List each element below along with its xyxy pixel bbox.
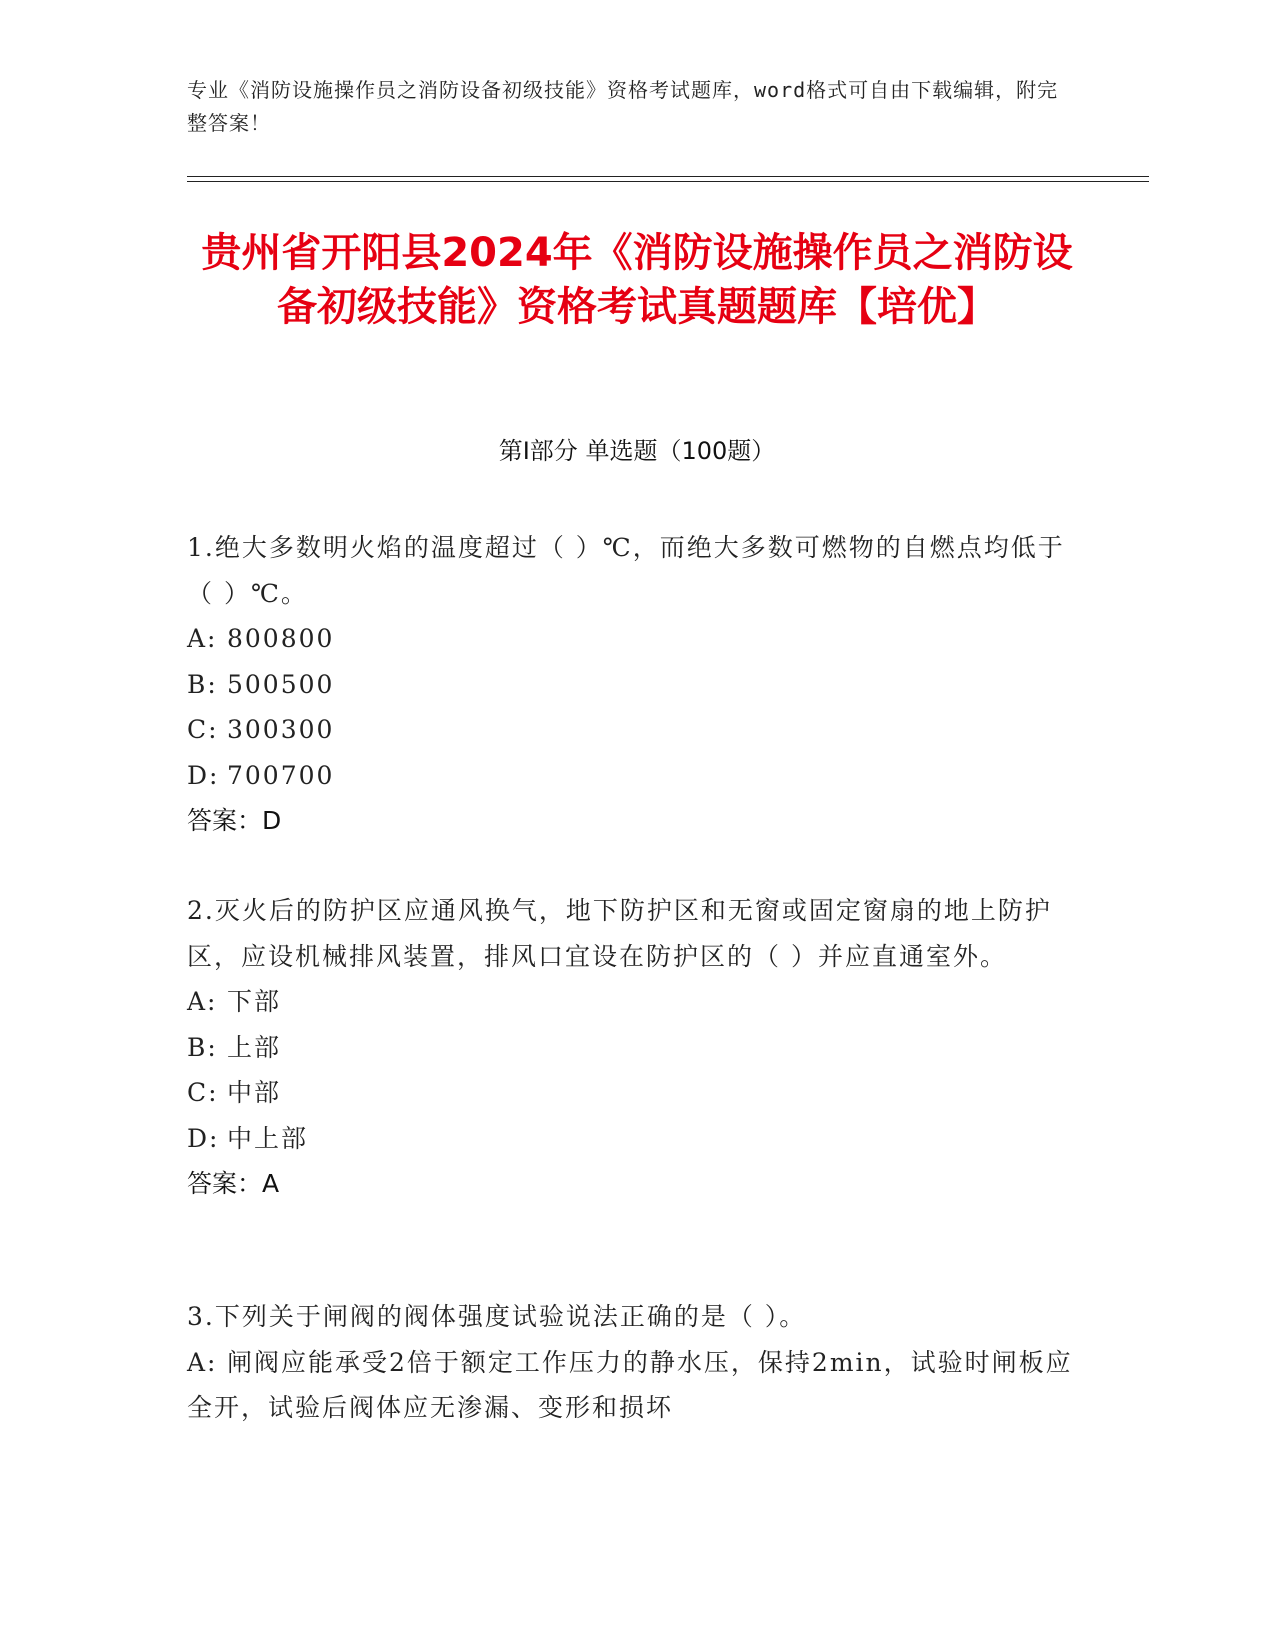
header-divider-top — [187, 176, 1149, 177]
document-title: 贵州省开阳县2024年《消防设施操作员之消防设备初级技能》资格考试真题题库【培优】 — [201, 230, 1073, 330]
answer-line: 答案：A — [187, 1169, 280, 1198]
question-stem: 2.灭火后的防护区应通风换气，地下防护区和无窗或固定窗扇的地上防护区，应设机械排风装置，排风口宜设在防护区的（ ）并应直通室外。 — [187, 896, 1052, 971]
option-a — [187, 979, 1087, 1025]
question-stem: 3.下列关于闸阀的阀体强度试验说法正确的是（ ）。 — [187, 1302, 807, 1331]
question-1 — [187, 525, 1087, 844]
option-text: 中部 — [227, 1078, 282, 1107]
option-b — [187, 1025, 1087, 1071]
option-a — [187, 616, 1087, 662]
option-c — [187, 1070, 1087, 1116]
option-text: 300300 — [227, 715, 335, 744]
option-letter: C: — [187, 715, 219, 744]
question-2 — [187, 888, 1087, 1207]
option-letter: A: — [187, 624, 218, 653]
header-note: 专业《消防设施操作员之消防设备初级技能》资格考试题库，word格式可自由下载编辑，附完整答案！ — [187, 78, 1059, 135]
header-divider-bottom — [187, 181, 1149, 182]
option-text: 800800 — [227, 624, 335, 653]
option-text: 700700 — [227, 760, 335, 790]
option-letter: B: — [187, 1032, 218, 1062]
option-letter: D: — [187, 1123, 220, 1153]
option-d — [187, 753, 1087, 799]
option-text: 闸阀应能承受2倍于额定工作压力的静水压，保持2min，试验时闸板应全开，试验后阀体应无渗漏、变形和损坏 — [187, 1347, 1073, 1422]
answer-line: 答案：D — [187, 806, 282, 835]
option-letter: C: — [187, 1078, 219, 1107]
option-c — [187, 707, 1087, 753]
option-text: 500500 — [227, 669, 335, 699]
question-stem: 1.绝大多数明火焰的温度超过（ ）℃，而绝大多数可燃物的自燃点均低于（ ）℃。 — [187, 533, 1065, 608]
option-letter: A: — [187, 1347, 218, 1377]
option-b — [187, 662, 1087, 708]
option-letter: B: — [187, 669, 218, 699]
option-letter: D: — [187, 760, 220, 790]
question-3 — [187, 1294, 1087, 1431]
option-a — [187, 1340, 1087, 1431]
section-heading: 第Ⅰ部分 单选题（100题） — [498, 437, 776, 465]
option-letter: A: — [187, 987, 218, 1016]
option-text: 下部 — [227, 987, 282, 1016]
option-d — [187, 1116, 1087, 1162]
option-text: 上部 — [227, 1032, 282, 1062]
option-text: 中上部 — [227, 1123, 309, 1153]
